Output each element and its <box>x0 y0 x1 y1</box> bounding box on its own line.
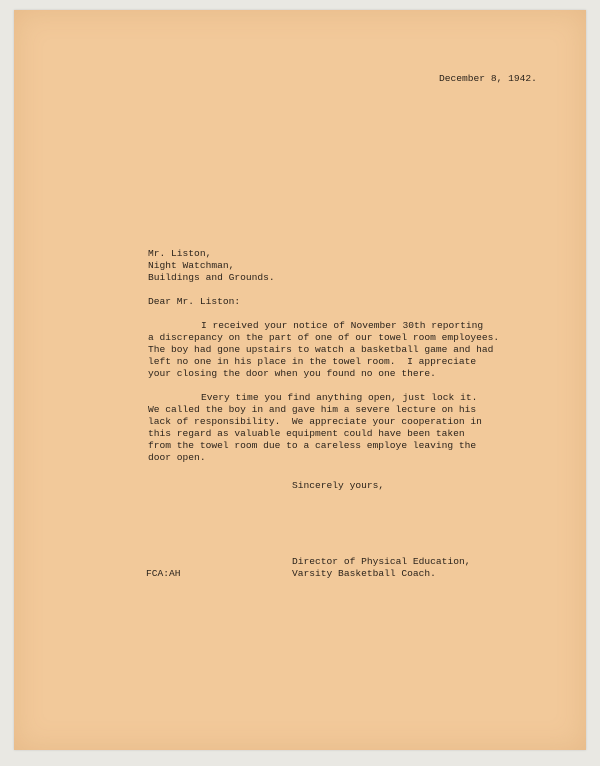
paragraph-2-line: from the towel room due to a careless employe leaving the <box>148 440 477 451</box>
salutation: Dear Mr. Liston: <box>148 296 241 307</box>
recipient-title: Night Watchman, <box>148 260 235 271</box>
paragraph-2-line: door open. <box>148 452 206 463</box>
paragraph-2-line: We called the boy in and gave him a severe lecture on his <box>148 404 477 415</box>
recipient-department: Buildings and Grounds. <box>148 272 275 283</box>
paragraph-1-line: left no one in his place in the towel room. I appreciate <box>148 356 477 367</box>
paragraph-2-line: lack of responsibility. We appreciate your cooperation in <box>148 416 482 427</box>
reference-initials: FCA:AH <box>146 568 181 579</box>
letter-page <box>14 10 586 750</box>
recipient-name: Mr. Liston, <box>148 248 212 259</box>
letter-date: December 8, 1942. <box>439 73 537 84</box>
signature-title: Director of Physical Education, <box>292 556 471 567</box>
signature-title: Varsity Basketball Coach. <box>292 568 436 579</box>
paragraph-1-line: The boy had gone upstairs to watch a basketball game and had <box>148 344 494 355</box>
closing: Sincerely yours, <box>292 480 385 491</box>
paragraph-1-line: your closing the door when you found no one there. <box>148 368 436 379</box>
paragraph-2-line: Every time you find anything open, just lock it. <box>201 392 478 403</box>
paragraph-2-line: this regard as valuable equipment could have been taken <box>148 428 465 439</box>
paragraph-1-line: a discrepancy on the part of one of our towel room employees. <box>148 332 500 343</box>
paragraph-1-line: I received your notice of November 30th reporting <box>201 320 484 331</box>
